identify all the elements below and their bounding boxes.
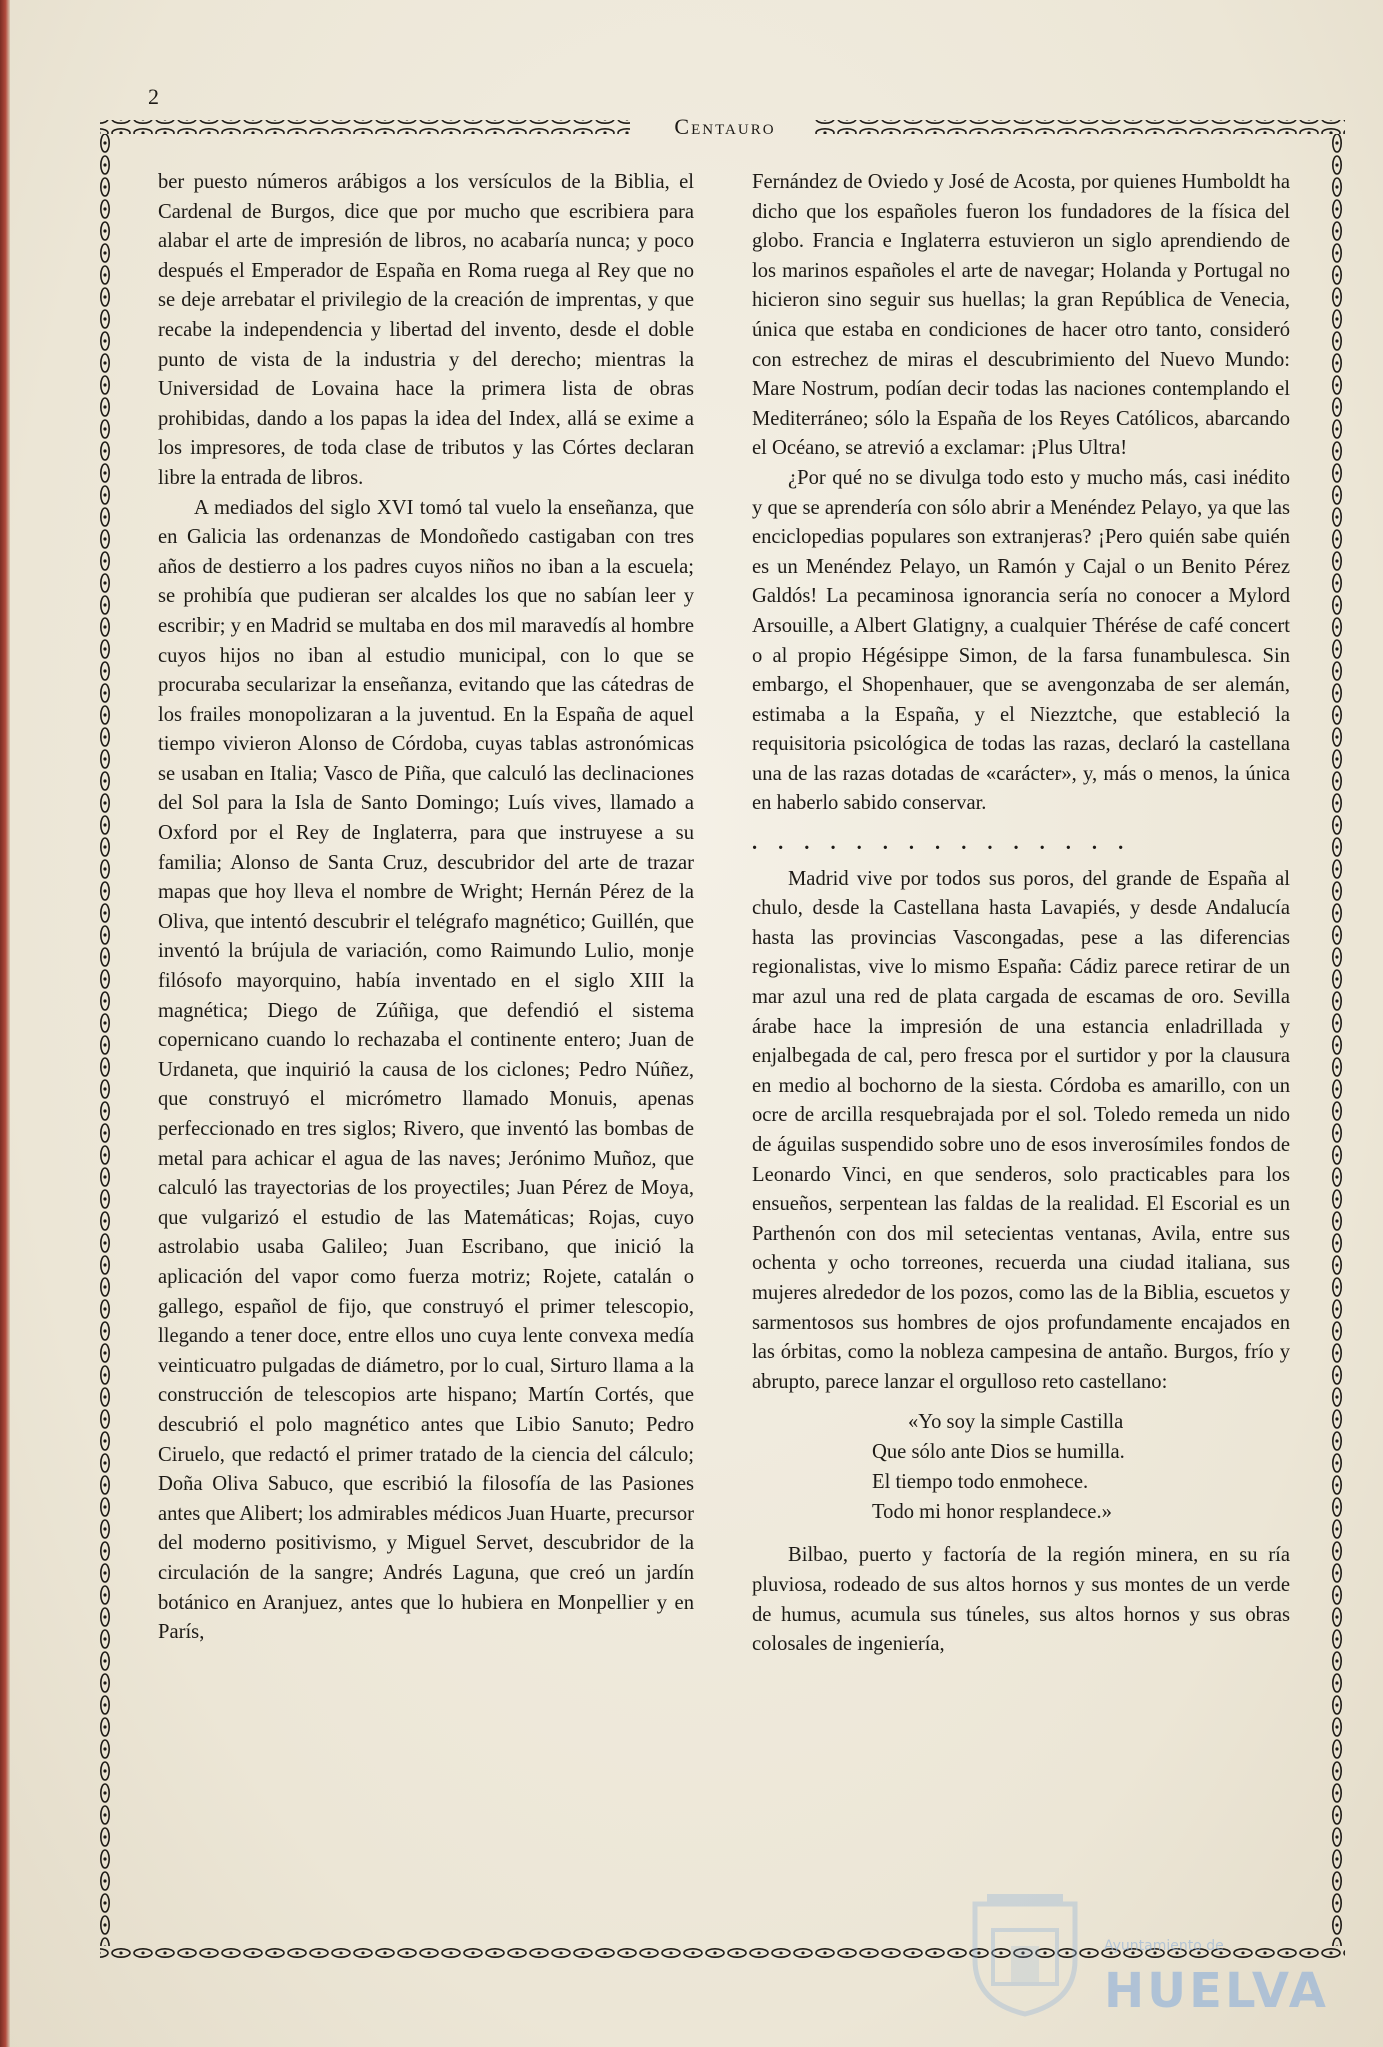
section-break-dots: ............... bbox=[752, 832, 1145, 855]
border-top-left bbox=[100, 120, 630, 134]
watermark-sublabel: Ayuntamiento de bbox=[1104, 1938, 1224, 1954]
left-column bbox=[158, 168, 694, 1908]
poem-stanza bbox=[872, 1407, 1290, 1527]
border-top-right bbox=[815, 120, 1345, 134]
poem-line: Todo mi honor resplandece.» bbox=[872, 1501, 1112, 1524]
right-paragraph-3: Madrid vive por todos sus poros, del grande de España al chulo, desde la Castellana hasta Lavapiés, y desde Andalucía hasta las provincias Vascongadas, pese a las diferencias regionalistas, vive lo mismo España: Cádiz parece retirar de un mar azul una red de plata cargada de escamas de oro. Sevilla árabe hace la impresión de una estancia enladrillada y enjalbegada de cal, pero fresca por el surtidor y por la clausura en medio al bochorno de la siesta. Córdoba es amarillo, con un ocre de arcilla resquebrajada por el sol. Toledo remeda un nido de águilas suspendido sobre uno de esos inverosímiles fondos de Leonardo Vinci, en que senderos, solo practicables para los ensueños, serpentean las faldas de la realidad. El Escorial es un Parthenón con dos mil setecientas ventanas, Avila, entre sus ochenta y ocho torreones, recuerda una ciudad italiana, sus mujeres alrededor de los pozos, como las de la Biblia, escuetos y sarmentosos sus hombres de ojos profundamente encajados en las órbitas, como la nobleza campesina de antaño. Burgos, frío y abrupto, parece lanzar el orgulloso reto castellano: bbox=[752, 867, 1290, 1393]
poem-line: Que sólo ante Dios se humilla. bbox=[872, 1441, 1125, 1464]
running-head: Centauro bbox=[674, 114, 776, 139]
poem-line: El tiempo todo enmohece. bbox=[872, 1471, 1089, 1494]
right-paragraph-1: Fernández de Oviedo y José de Acosta, por quienes Humboldt ha dicho que los españoles fueron los fundadores de la física del globo. Francia e Inglaterra estuvieron un siglo aprendiendo de los marinos españoles el arte de navegar; Holanda y Portugal no hicieron sino seguir sus huellas; la gran República de Venecia, única que estaba en condiciones de hacer otro tanto, consideró con estrechez de miras el descubrimiento del Nuevo Mundo: Mare Nostrum, podían decir todas las naciones contemplando el Mediterráneo; sólo la España de los Reyes Católicos, abarcando el Océano, se atrevió a exclamar: ¡Plus Ultra! bbox=[752, 171, 1290, 460]
watermark-label: HUELVA bbox=[1104, 1963, 1329, 2019]
left-paragraph-1: ber puesto números arábigos a los versículos de la Biblia, el Cardenal de Burgos, dice que por mucho que escribiera para alabar el arte de impresión de libros, no acabaría nunca; y poco después el Emperador de España en Roma ruega al Rey que no se deje arrebatar el privilegio de la creación de imprentas, y que recabe la independencia y libertad del invento, desde el doble punto de vista de la industria y del derecho; mientras la Universidad de Lovaina hace la primera lista de obras prohibidas, dando a los papas la idea del Index, allá se exime a los impresores, de toda clase de tributos y las Córtes declaran libre la entrada de libros. bbox=[158, 171, 694, 489]
page-number: 2 bbox=[148, 84, 160, 109]
poem-line: «Yo soy la simple Castilla bbox=[908, 1411, 1124, 1434]
right-paragraph-2: ¿Por qué no se divulga todo esto y mucho más, casi inédito y que se aprendería con sólo abrir a Menéndez Pelayo, ya que las enciclopedias populares son extranjeras? ¡Pero quién sabe quién es un Menéndez Pelayo, un Ramón y Cajal o un Benito Pérez Galdós! La pecaminosa ignorancia sería no conocer a Mylord Arsouille, a Albert Glatigny, a cualquier Thérése de café concert o al propio Hégésippe Simon, de la farsa funambulesca. Sin embargo, el Shopenhauer, que se avengonzaba de ser alemán, estimaba a la España, y el Niezztche, que estableció la requisitoria psicológica de todas las razas, declaró la castellana una de las razas dotadas de «carácter», y, más o menos, la única en haberlo sabido conservar. bbox=[752, 466, 1290, 815]
border-left bbox=[97, 134, 111, 1946]
border-right bbox=[1332, 134, 1346, 1946]
right-column bbox=[752, 168, 1290, 1908]
left-paragraph-2: A mediados del siglo XVI tomó tal vuelo la enseñanza, que en Galicia las ordenanzas de Mondoñedo castigaban con tres años de destierro a los padres cuyos niños no iban a la escuela; se prohibía que pudieran ser alcaldes los que no sabían leer y escribir; y en Madrid se multaba en dos mil maravedís al hombre cuyos hijos no iban al estudio municipal, con lo que se procuraba secularizar la enseñanza, evitando que las cátedras de los frailes monopolizaran a la juventud. En la España de aquel tiempo vivieron Alonso de Córdoba, cuyas tablas astronómicas se usaban en Italia; Vasco de Piña, que calculó las declinaciones del Sol para la Isla de Santo Domingo; Luís vives, llamado a Oxford por el Rey de Inglaterra, para que instruyese a su familia; Alonso de Santa Cruz, descubridor del arte de trazar mapas que hoy lleva el nombre de Wright; Hernán Pérez de la Oliva, que intentó descubrir el telégrafo magnético; Guillén, que inventó la brújula de variación, como Raimundo Lulio, monje filósofo mayorquino, había inventado en el siglo XIII la magnética; Diego de Zúñiga, que defendió el sistema copernicano cuando lo rechazaba el continente entero; Juan de Urdaneta, que inquirió la causa de los ciclones; Pedro Núñez, que construyó el micrómetro llamado Monuis, apenas perfeccionado en tres siglos; Rivero, que inventó las bombas de metal para achicar el agua de las naves; Jerónimo Muñoz, que calculó las trayectorias de los proyectiles; Juan Pérez de Moya, que vulgarizó el estudio de las Matemáticas; Rojas, cuyo astrolabio usaba Galileo; Juan Escribano, que inició la aplicación del vapor como fuerza motriz; Rojete, catalán o gallego, español de fijo, que construyó el primer telescopio, llegando a tener doce, entre ellos uno cuya lente convexa medía veinticuatro pulgadas de diámetro, por lo cual, Sirturo llama a la construcción de telescopios arte hispano; Martín Cortés, que descubrió el polo magnético antes que Libio Sanuto; Pedro Ciruelo, que redactó el primer tratado de la ciencia del cálculo; Doña Oliva Sabuco, que escribió la filosofía de las Pasiones antes que Alibert; los admirables médicos Juan Huarte, precursor del moderno positivismo, y Miguel Servet, descubridor de la circulación de la sangre; Andrés Laguna, que creó un jardín botánico en Aranjuez, antes que lo hubiera en Monpellier y en París, bbox=[158, 496, 694, 1644]
right-paragraph-4: Bilbao, puerto y factoría de la región minera, en su ría pluviosa, rodeado de sus altos hornos y sus montes de un verde de humus, acumula sus túneles, sus altos hornos y sus obras colosales de ingeniería, bbox=[752, 1544, 1290, 1656]
